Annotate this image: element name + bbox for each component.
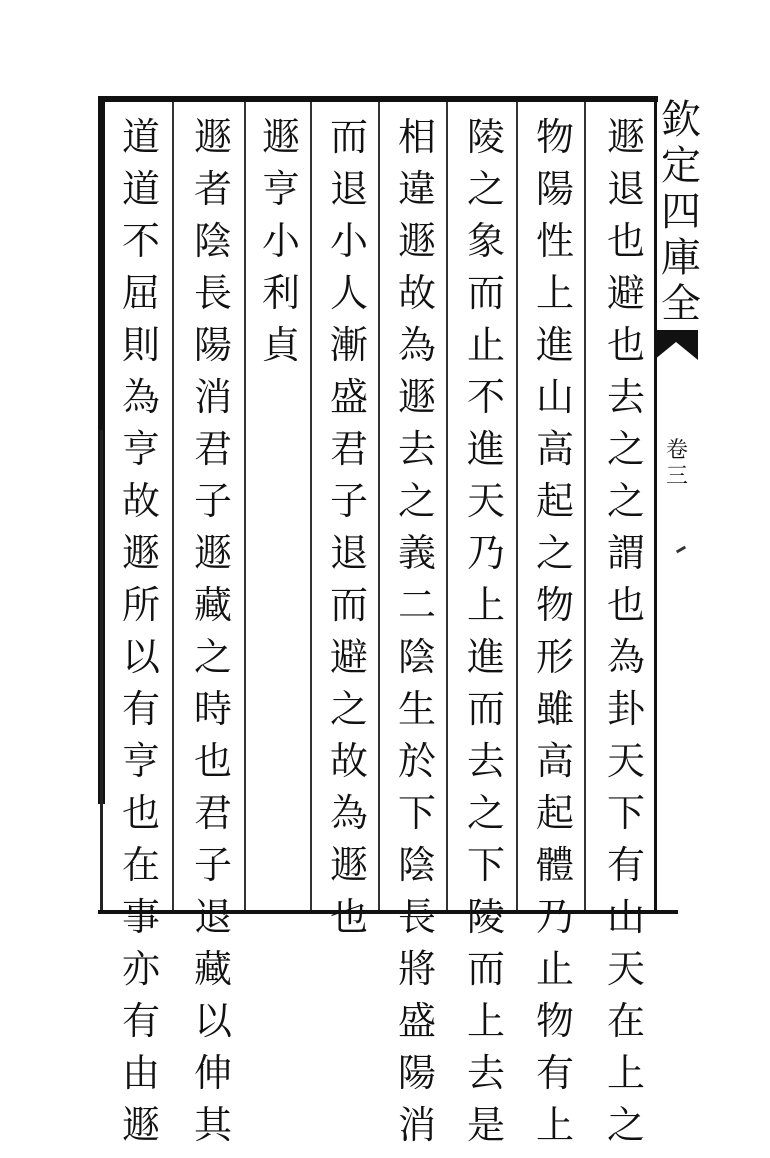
text-column-2: [526, 115, 584, 1158]
text-char: 長: [397, 895, 436, 939]
text-char: 起: [535, 479, 574, 523]
text-column-4: [388, 115, 446, 1158]
text-char: 漸: [329, 323, 368, 367]
margin-title-char: 四: [661, 189, 701, 235]
text-char: 在: [121, 843, 160, 887]
text-char: 體: [535, 843, 574, 887]
text-char: 子: [329, 479, 368, 523]
margin-tick-mark: [676, 546, 686, 554]
text-char: 天: [606, 947, 645, 991]
text-char: 義: [397, 531, 436, 575]
text-char: 之: [606, 1103, 645, 1147]
text-char: 陰: [397, 843, 436, 887]
text-char: 去: [606, 375, 645, 419]
column-rule: [516, 102, 518, 910]
text-char: 其: [193, 1103, 232, 1147]
text-char: 事: [121, 895, 160, 939]
text-char: 之: [606, 479, 645, 523]
text-char: 盛: [329, 375, 368, 419]
frame-left-inner-border: [100, 430, 103, 910]
text-char: 是: [466, 1103, 505, 1147]
text-char: 陽: [397, 1051, 436, 1095]
text-char: 高: [535, 739, 574, 783]
text-char: 子: [193, 479, 232, 523]
text-char: 上: [466, 999, 505, 1043]
column-rule: [244, 102, 246, 910]
text-char: 避: [329, 635, 368, 679]
margin-title-char: 定: [661, 143, 701, 189]
text-char: 消: [193, 375, 232, 419]
text-char: 則: [121, 323, 160, 367]
text-char: 也: [606, 583, 645, 627]
text-char: 故: [121, 479, 160, 523]
column-rule: [584, 102, 586, 910]
text-char: 故: [397, 271, 436, 315]
text-char: 遯: [261, 115, 300, 159]
text-char: 亨: [261, 167, 300, 211]
text-char: 有: [121, 687, 160, 731]
column-rule: [446, 102, 448, 910]
text-char: 陽: [535, 167, 574, 211]
text-char: 利: [261, 271, 300, 315]
text-char: 小: [329, 219, 368, 263]
text-char: 陽: [193, 323, 232, 367]
margin-book-title: [656, 97, 706, 330]
text-char: 二: [397, 583, 436, 627]
text-char: 以: [121, 635, 160, 679]
text-char: 遯: [397, 375, 436, 419]
margin-title-char: 欽: [661, 97, 701, 143]
text-char: 有: [121, 999, 160, 1043]
text-char: 形: [535, 635, 574, 679]
text-char: 陵: [466, 115, 505, 159]
text-char: 物: [535, 115, 574, 159]
text-char: 相: [397, 115, 436, 159]
text-column-8: [110, 115, 172, 1158]
text-char: 去: [397, 427, 436, 471]
text-char: 之: [193, 635, 232, 679]
text-char: 者: [193, 167, 232, 211]
margin-juan-char: 三: [666, 464, 689, 489]
text-char: 藏: [193, 947, 232, 991]
text-char: 山: [535, 375, 574, 419]
column-rule: [378, 102, 380, 910]
text-char: 君: [193, 791, 232, 835]
text-char: 起: [535, 791, 574, 835]
text-char: 陵: [466, 895, 505, 939]
text-char: 也: [329, 895, 368, 939]
margin-title-char: 全: [661, 281, 701, 327]
text-char: 之: [535, 531, 574, 575]
text-char: 而: [466, 947, 505, 991]
column-rule: [310, 102, 312, 910]
text-char: 而: [466, 271, 505, 315]
text-char: 違: [397, 167, 436, 211]
text-char: 而: [329, 583, 368, 627]
text-char: 避: [606, 271, 645, 315]
text-char: 伸: [193, 1051, 232, 1095]
text-char: 上: [535, 271, 574, 315]
text-char: 而: [329, 115, 368, 159]
text-char: 下: [397, 791, 436, 835]
text-char: 時: [193, 687, 232, 731]
text-char: 去: [466, 739, 505, 783]
text-char: 進: [466, 427, 505, 471]
text-char: 以: [193, 999, 232, 1043]
text-char: 之: [466, 167, 505, 211]
text-char: 有: [535, 1051, 574, 1095]
text-char: 之: [397, 479, 436, 523]
text-char: 下: [466, 843, 505, 887]
text-char: 之: [606, 427, 645, 471]
text-char: 雖: [535, 687, 574, 731]
text-column-7: [182, 115, 244, 1158]
text-char: 之: [466, 791, 505, 835]
text-char: 遯: [606, 115, 645, 159]
text-char: 子: [193, 843, 232, 887]
text-char: 進: [466, 635, 505, 679]
text-char: 卦: [606, 687, 645, 731]
text-char: 陰: [193, 219, 232, 263]
text-char: 藏: [193, 583, 232, 627]
text-char: 於: [397, 739, 436, 783]
text-char: 退: [329, 531, 368, 575]
margin-title-char: 庫: [661, 235, 701, 281]
fish-tail-mark: [654, 330, 698, 360]
text-char: 謂: [606, 531, 645, 575]
text-char: 長: [193, 271, 232, 315]
text-char: 將: [397, 947, 436, 991]
text-char: 遯: [329, 843, 368, 887]
text-char: 由: [121, 1051, 160, 1095]
text-char: 進: [535, 323, 574, 367]
text-char: 高: [535, 427, 574, 471]
text-char: 道: [121, 115, 160, 159]
text-char: 乃: [466, 531, 505, 575]
text-column-5: [320, 115, 378, 950]
text-char: 小: [261, 219, 300, 263]
text-char: 遯: [193, 115, 232, 159]
text-char: 山: [606, 895, 645, 939]
text-char: 物: [535, 999, 574, 1043]
text-char: 退: [193, 895, 232, 939]
text-char: 天: [466, 479, 505, 523]
text-char: 屈: [121, 271, 160, 315]
text-char: 退: [329, 167, 368, 211]
text-char: 生: [397, 687, 436, 731]
text-char: 遯: [193, 531, 232, 575]
text-char: 遯: [121, 1103, 160, 1147]
text-char: 遯: [121, 531, 160, 575]
text-char: 也: [606, 323, 645, 367]
text-char: 性: [535, 219, 574, 263]
text-char: 為: [329, 791, 368, 835]
text-char: 為: [606, 635, 645, 679]
text-char: 去: [466, 1051, 505, 1095]
text-char: 象: [466, 219, 505, 263]
text-char: 下: [606, 791, 645, 835]
text-char: 之: [329, 687, 368, 731]
text-char: 乃: [535, 895, 574, 939]
text-char: 也: [606, 219, 645, 263]
text-char: 為: [397, 323, 436, 367]
text-char: 在: [606, 999, 645, 1043]
text-column-3: [456, 115, 516, 1158]
text-char: 消: [397, 1103, 436, 1147]
column-rule: [172, 102, 174, 910]
text-char: 亨: [121, 427, 160, 471]
text-char: 上: [535, 1103, 574, 1147]
text-column-6: [252, 115, 310, 378]
text-char: 不: [466, 375, 505, 419]
text-char: 不: [121, 219, 160, 263]
text-char: 有: [606, 843, 645, 887]
text-char: 為: [121, 375, 160, 419]
margin-volume-label: [666, 440, 688, 492]
text-column-1: [596, 115, 656, 1158]
text-char: 也: [121, 791, 160, 835]
text-char: 所: [121, 583, 160, 627]
text-char: 君: [329, 427, 368, 471]
text-char: 上: [606, 1051, 645, 1095]
text-char: 物: [535, 583, 574, 627]
text-char: 人: [329, 271, 368, 315]
text-char: 遯: [397, 219, 436, 263]
text-char: 故: [329, 739, 368, 783]
text-char: 陰: [397, 635, 436, 679]
text-char: 亦: [121, 947, 160, 991]
text-char: 君: [193, 427, 232, 471]
text-char: 也: [193, 739, 232, 783]
margin-juan-char: 卷: [666, 438, 689, 463]
text-char: 上: [466, 583, 505, 627]
text-char: 道: [121, 167, 160, 211]
text-char: 止: [535, 947, 574, 991]
text-char: 天: [606, 739, 645, 783]
text-char: 貞: [261, 323, 300, 367]
text-char: 亨: [121, 739, 160, 783]
text-char: 退: [606, 167, 645, 211]
text-char: 止: [466, 323, 505, 367]
text-char: 而: [466, 687, 505, 731]
text-char: 盛: [397, 999, 436, 1043]
